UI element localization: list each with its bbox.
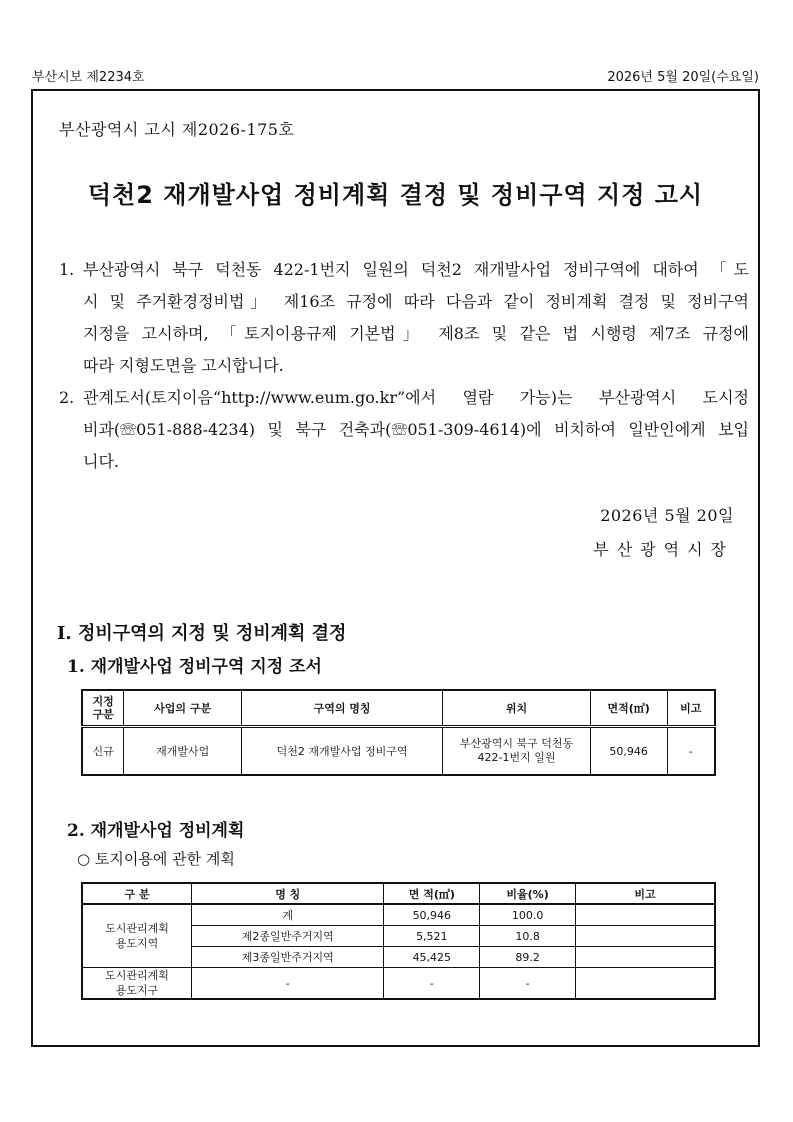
notice-number: 부산광역시 고시 제2026-175호 bbox=[59, 120, 295, 139]
paragraph-1-line: 부산광역시 북구 덕천동 422-1번지 일원의 덕천2 재개발사업 정비구역에 대하여 「도 bbox=[83, 260, 749, 279]
cell-area: 50,946 bbox=[590, 727, 667, 776]
cell-business: 재개발사업 bbox=[124, 727, 242, 776]
cell-ratio: 100.0 bbox=[480, 904, 576, 926]
th-designation-type: 지정 구분 bbox=[82, 690, 124, 727]
th-note: 비고 bbox=[575, 883, 715, 904]
cell-name: - bbox=[192, 968, 384, 1000]
paragraph-2-number: 2. bbox=[59, 388, 75, 407]
cell-note: - bbox=[667, 727, 715, 776]
cell-area: 45,425 bbox=[384, 947, 480, 968]
section-1-title: I. 정비구역의 지정 및 정비계획 결정 bbox=[57, 623, 347, 644]
cell-name: 제3종일반주거지역 bbox=[192, 947, 384, 968]
cell-note bbox=[575, 947, 715, 968]
cell-use-zone-label: 도시관리계획 용도지역 bbox=[82, 904, 192, 968]
land-use-table bbox=[81, 882, 716, 1000]
notice-title: 덕천2 재개발사업 정비계획 결정 및 정비구역 지정 고시 bbox=[87, 181, 704, 209]
th-business-type: 사업의 구분 bbox=[124, 690, 242, 727]
cell-location: 부산광역시 북구 덕천동 422-1번지 일원 bbox=[443, 727, 591, 776]
cell-name: 제2종일반주거지역 bbox=[192, 926, 384, 947]
cell-area: 50,946 bbox=[384, 904, 480, 926]
table-row bbox=[82, 727, 715, 776]
paragraph-2 bbox=[59, 382, 749, 478]
paragraph-1-number: 1. bbox=[59, 260, 75, 279]
notice-frame bbox=[31, 89, 760, 1047]
th-location: 위치 bbox=[443, 690, 591, 727]
gazette-date: 2026년 5월 20일(수요일) bbox=[607, 70, 759, 85]
zone-designation-table bbox=[81, 689, 716, 776]
sign-date: 2026년 5월 20일 bbox=[600, 506, 734, 525]
cell-name: 계 bbox=[192, 904, 384, 926]
paragraph-1-line: 지정을 고시하며, 「토지이용규제 기본법」 제8조 및 같은 법 시행령 제7조 규정에 bbox=[83, 324, 749, 343]
cell-ratio: - bbox=[480, 968, 576, 1000]
cell-zone-name: 덕천2 재개발사업 정비구역 bbox=[241, 727, 442, 776]
paragraph-2-line: 관계도서(토지이음“http://www.eum.go.kr”에서 열람 가능)는 부산광역시 도시정 bbox=[83, 388, 749, 407]
cell-ratio: 10.8 bbox=[480, 926, 576, 947]
th-ratio: 비율(%) bbox=[480, 883, 576, 904]
th-zone-name: 구역의 명칭 bbox=[241, 690, 442, 727]
table-row bbox=[82, 904, 715, 926]
cell-type: 신규 bbox=[82, 727, 124, 776]
cell-note bbox=[575, 904, 715, 926]
paragraph-1-line: 따라 지형도면을 고시합니다. bbox=[83, 356, 284, 375]
gazette-issue: 부산시보 제2234호 bbox=[32, 70, 145, 85]
th-category: 구 분 bbox=[82, 883, 192, 904]
subsection-2-title: 2. 재개발사업 정비계획 bbox=[67, 821, 245, 841]
cell-area: 5,521 bbox=[384, 926, 480, 947]
paragraph-2-line: 니다. bbox=[83, 452, 119, 471]
cell-note bbox=[575, 926, 715, 947]
land-use-title: ○ 토지이용에 관한 계획 bbox=[77, 850, 235, 868]
cell-note bbox=[575, 968, 715, 1000]
table-row bbox=[82, 968, 715, 1000]
th-area: 면 적(㎡) bbox=[384, 883, 480, 904]
th-name: 명 칭 bbox=[192, 883, 384, 904]
cell-use-district-label: 도시관리계획 용도지구 bbox=[82, 968, 192, 1000]
th-note: 비고 bbox=[667, 690, 715, 727]
cell-area: - bbox=[384, 968, 480, 1000]
cell-ratio: 89.2 bbox=[480, 947, 576, 968]
paragraph-1-line: 시 및 주거환경정비법」 제16조 규정에 따라 다음과 같이 정비계획 결정 및 정비구역 bbox=[83, 292, 749, 311]
paragraph-2-line: 비과(☏051-888-4234) 및 북구 건축과(☏051-309-4614)에 비치하여 일반인에게 보입 bbox=[83, 420, 749, 439]
th-area: 면적(㎡) bbox=[590, 690, 667, 727]
subsection-1-title: 1. 재개발사업 정비구역 지정 조서 bbox=[67, 657, 322, 677]
paragraph-1 bbox=[59, 254, 749, 382]
signer: 부산광역시장 bbox=[593, 540, 734, 559]
